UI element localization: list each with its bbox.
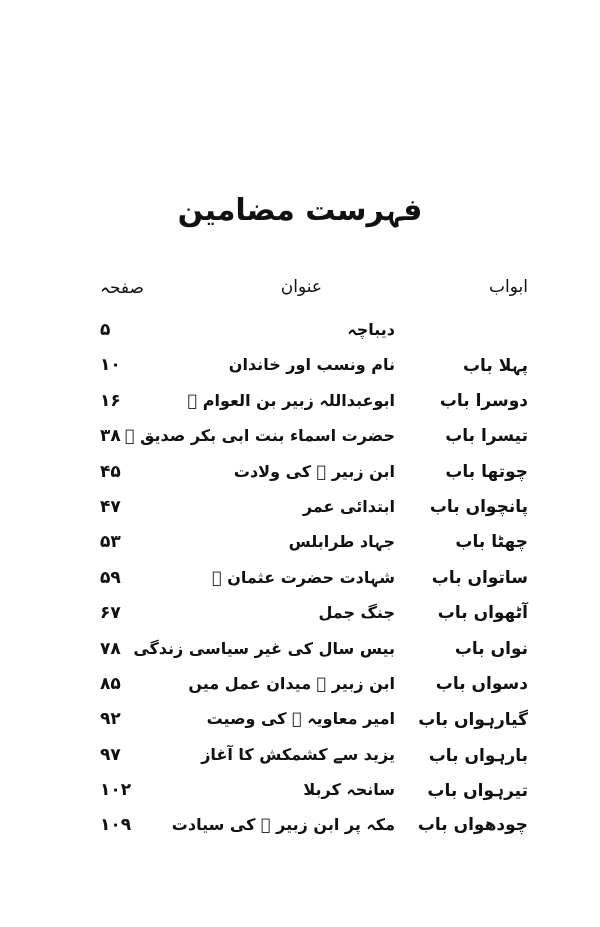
toc-topic: نام ونسب اور خاندان: [228, 355, 395, 375]
toc-chapter: پہلا باب: [462, 356, 528, 377]
toc-topic: جہاد طرابلس: [288, 532, 395, 552]
toc-chapter: ساتواں باب: [431, 567, 528, 588]
toc-page-number: ۷۸: [100, 638, 121, 659]
toc-chapter: پانچواں باب: [429, 496, 528, 517]
toc-chapter: تیرہواں باب: [427, 781, 528, 802]
toc-page-number: ۱۰۹: [100, 815, 132, 836]
toc-row: [0, 705, 600, 740]
toc-page-number: ۳۸: [100, 426, 121, 447]
toc-row: [0, 422, 600, 457]
toc-row: [0, 351, 600, 386]
toc-row: [0, 741, 600, 776]
page-title: فہرست مضامین: [177, 193, 423, 228]
toc-chapter: دسواں باب: [435, 673, 528, 694]
toc-page-number: ۹۷: [100, 744, 121, 765]
toc-row: [0, 528, 600, 563]
toc-topic: ابن زبیر ﷠ کی ولادت: [233, 461, 395, 481]
toc-page-number: ۵۹: [100, 567, 121, 588]
toc-page-number: ۱۰: [100, 355, 121, 376]
toc-chapter: تیسرا باب: [445, 426, 528, 447]
toc-page-number: ۴۷: [100, 496, 121, 517]
toc-chapter: چوتھا باب: [445, 461, 528, 482]
toc-row: [0, 599, 600, 634]
toc-topic: شہادت حضرت عثمان ﷜: [212, 567, 395, 587]
toc-topic: جنگ جمل: [318, 603, 395, 623]
header-page: صفحہ: [100, 278, 144, 298]
toc-topic: یزید سے کشمکش کا آغاز: [201, 744, 395, 764]
toc-chapter: چودھواں باب: [417, 815, 528, 836]
toc-topic: ابتدائی عمر: [302, 496, 395, 516]
toc-row: [0, 458, 600, 493]
toc-topic: ابوعبداللہ زبیر بن العوام ﷜: [187, 390, 395, 410]
header-topic: عنوان: [280, 277, 322, 297]
toc-row: [0, 493, 600, 528]
toc-topic: دیباچہ: [347, 320, 395, 339]
toc-chapter: بارہواں باب: [428, 745, 528, 766]
toc-page-number: ۹۲: [100, 709, 121, 730]
toc-topic: سانحہ کربلا: [303, 780, 395, 800]
toc-chapter: چھٹا باب: [455, 532, 528, 553]
toc-page-number: ۸۵: [100, 673, 121, 694]
toc-page-number: ۶۷: [100, 603, 121, 624]
header-chapter: ابواب: [489, 277, 528, 297]
toc-topic: حضرت اسماء بنت ابی بکر صدیق ﷠: [124, 426, 395, 446]
column-headers: [0, 277, 600, 307]
toc-page-number: ۴۵: [100, 461, 121, 482]
toc-chapter: گیارہواں باب: [418, 710, 528, 731]
toc-row: [0, 387, 600, 422]
toc-page-number: ۵: [100, 320, 111, 340]
toc-row: [0, 776, 600, 811]
toc-chapter: دوسرا باب: [439, 390, 528, 411]
toc-page-number: ۱۰۲: [100, 780, 132, 801]
table-of-contents: [0, 316, 600, 847]
toc-topic: ابن زبیر ﷠ میدان عمل میں: [188, 673, 395, 693]
toc-topic: امیر معاویہ ﷜ کی وصیت: [206, 709, 395, 729]
toc-chapter: آٹھواں باب: [437, 603, 528, 624]
toc-page-number: ۱۶: [100, 390, 121, 411]
toc-row: [0, 670, 600, 705]
toc-topic: بیس سال کی غیر سیاسی زندگی: [133, 638, 395, 658]
toc-topic: مکہ پر ابن زبیر ﷠ کی سیادت: [171, 815, 395, 835]
toc-chapter: نواں باب: [454, 638, 528, 659]
toc-row: [0, 316, 600, 351]
toc-page-number: ۵۳: [100, 532, 121, 553]
toc-row: [0, 564, 600, 599]
toc-row: [0, 635, 600, 670]
toc-row: [0, 811, 600, 846]
